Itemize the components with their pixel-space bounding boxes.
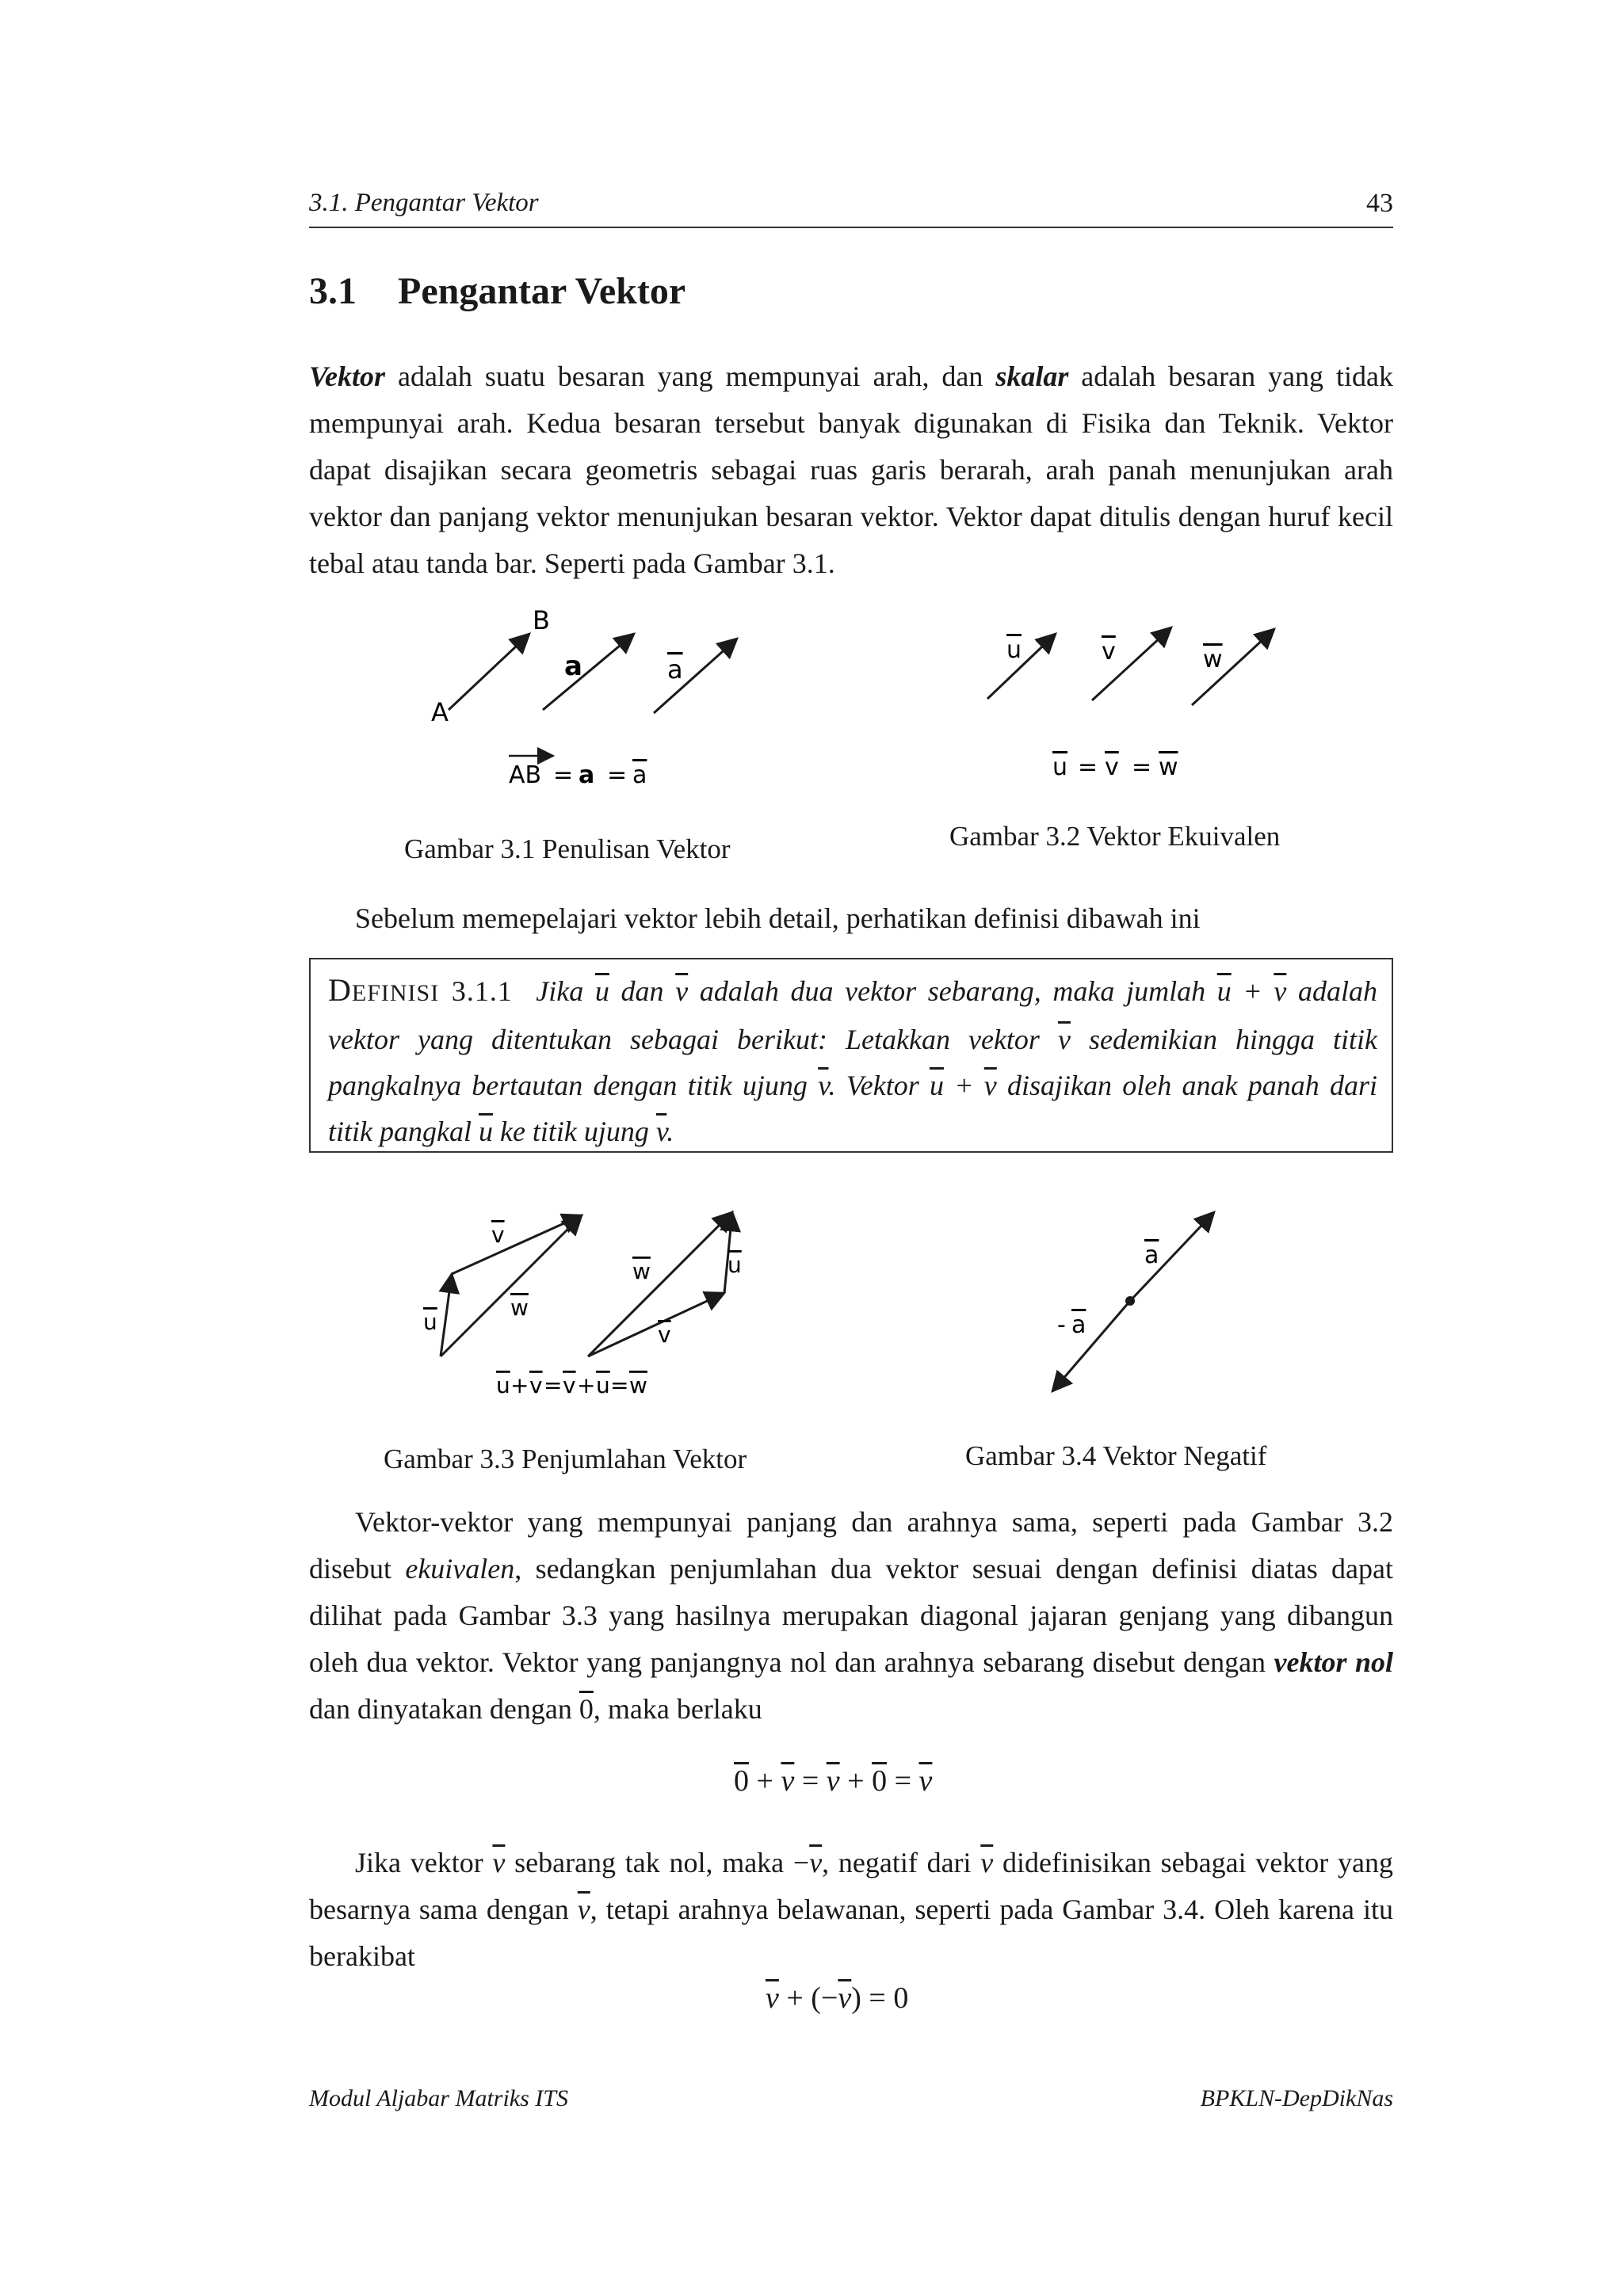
eq-eq1: = xyxy=(544,1372,563,1398)
caption-figure-3-2: Gambar 3.2 Vektor Ekuivalen xyxy=(949,821,1281,852)
equation-negative xyxy=(766,1981,908,2016)
def-text: + xyxy=(1231,975,1274,1007)
label-u: u xyxy=(1006,636,1022,664)
def-v: $\overline{v}$ xyxy=(983,1070,997,1101)
eq2-op: + (− xyxy=(778,1981,838,2015)
eq1-op: = xyxy=(887,1764,919,1798)
term-vektor: Vektor xyxy=(309,360,386,392)
term-vektor-nol: vektor nol xyxy=(1274,1646,1393,1678)
def-v: $\overline{v}$ xyxy=(1274,975,1287,1007)
figure-3-3-svg xyxy=(412,1196,761,1410)
t2-label-w: w xyxy=(632,1258,651,1284)
caption-figure-3-4: Gambar 3.4 Vektor Negatif xyxy=(965,1440,1267,1471)
label-B: B xyxy=(533,605,550,635)
eq1-op: = xyxy=(794,1764,827,1798)
eq1-v: $\overline{v}$ xyxy=(918,1764,933,1798)
definition-number: 3.1.1 xyxy=(451,975,513,1007)
eq-equals-1: = xyxy=(1078,753,1098,781)
label-v: v xyxy=(1102,638,1116,666)
def-u: $\overline{u}$ xyxy=(929,1070,944,1101)
definition-heading-initial: D xyxy=(328,972,352,1008)
para3-v: $\overline{v}$ xyxy=(577,1894,590,1925)
def-v: $\overline{v}$ xyxy=(1057,1024,1071,1055)
def-text: . xyxy=(666,1116,674,1147)
label-a: a xyxy=(1144,1241,1159,1269)
term-ekuivalen: ekuivalen xyxy=(405,1553,515,1585)
def-text: ke titik ujung xyxy=(492,1116,656,1147)
eq2-v: $\overline{v}$ xyxy=(766,1981,779,2015)
eq1-zero: 0 xyxy=(872,1764,888,1798)
eq-bold-a: a xyxy=(579,761,595,789)
label-A: A xyxy=(431,697,449,727)
def-u: $\overline{u}$ xyxy=(1216,975,1232,1007)
caption-figure-3-1: Gambar 3.1 Penulisan Vektor xyxy=(404,833,731,864)
def-v: $\overline{v}$ xyxy=(675,975,689,1007)
paragraph-equivalent xyxy=(309,1499,1393,1733)
vector-bar-a-arrow xyxy=(654,639,737,713)
label-neg-minus: - xyxy=(1057,1311,1066,1339)
def-v: $\overline{v}$ xyxy=(818,1070,829,1101)
eq-equals-2: = xyxy=(1132,753,1152,781)
figure-3-2 xyxy=(975,610,1292,784)
eq-w: w xyxy=(1159,753,1178,781)
eq1-zero: 0 xyxy=(734,1764,749,1798)
running-title: 3.1. Pengantar Vektor xyxy=(309,189,539,217)
paragraph-negative xyxy=(309,1840,1393,1980)
eq2-op: ) = 0 xyxy=(851,1981,909,2015)
eq1-op: + xyxy=(749,1764,781,1798)
eq-bar-a: a xyxy=(632,761,647,789)
eq-u2: u xyxy=(596,1372,610,1398)
label-w: w xyxy=(1203,646,1223,673)
eq-eq2: = xyxy=(610,1372,629,1398)
def-text: adalah dua vektor sebarang, maka jumlah xyxy=(688,975,1217,1007)
label-bold-a: a xyxy=(564,650,582,682)
def-text: adalah vektor yang ditentukan sebagai berikut: Letakkan vektor xyxy=(328,975,1378,1055)
para3-text: sebarang tak nol, maka − xyxy=(505,1847,810,1878)
eq-w: w xyxy=(629,1372,647,1398)
equation-zero-vector xyxy=(734,1764,932,1798)
figure-3-1 xyxy=(412,602,769,800)
para3-v: $\overline{v}$ xyxy=(980,1847,994,1878)
section-title-text: Pengantar Vektor xyxy=(398,270,686,312)
figure-3-4 xyxy=(1030,1196,1252,1410)
caption-figure-3-3: Gambar 3.3 Penjumlahan Vektor xyxy=(384,1444,747,1474)
def-text: sedemikian hingga titik pangkalnya bertautan dengan titik ujung xyxy=(328,1024,1378,1101)
eq1-v: $\overline{v}$ xyxy=(781,1764,795,1798)
para3-text: , negatif dari xyxy=(822,1847,981,1878)
eq2-v: $\overline{v}$ xyxy=(838,1981,852,2015)
running-header xyxy=(309,189,1393,228)
vector-bold-a-arrow xyxy=(543,634,634,710)
vector-a-arrow xyxy=(1130,1212,1214,1301)
figure-3-2-svg xyxy=(975,610,1292,784)
origin-dot xyxy=(1125,1296,1135,1306)
para2-text: dan dinyatakan dengan xyxy=(309,1693,579,1725)
term-skalar: skalar xyxy=(995,360,1069,392)
section-title xyxy=(309,269,685,313)
definition-heading-rest: EFINISI xyxy=(351,980,440,1006)
def-u: $\overline{u}$ xyxy=(478,1116,493,1147)
def-v: $\overline{v}$ xyxy=(655,1116,667,1147)
intro-text-a: adalah suatu besaran yang mempunyai arah, dan xyxy=(385,360,996,392)
vector-AB-arrow xyxy=(449,634,529,710)
t1-label-w: w xyxy=(510,1295,529,1321)
figure-3-1-svg xyxy=(412,602,769,800)
footer-right: BPKLN-DepDikNas xyxy=(1200,2085,1393,2111)
eq-plus2: + xyxy=(577,1372,596,1398)
def-text: . Vektor xyxy=(828,1070,930,1101)
def-text: Jika xyxy=(536,975,595,1007)
eq1-v: $\overline{v}$ xyxy=(826,1764,840,1798)
t1-v-arrow xyxy=(452,1215,582,1274)
def-text: disajikan oleh anak panah dari titik pangkal xyxy=(328,1070,1378,1147)
para3-text: Jika vektor xyxy=(355,1847,493,1878)
def-u: $\overline{u}$ xyxy=(594,975,609,1007)
t1-w-arrow xyxy=(441,1215,582,1356)
eq-u1: u xyxy=(496,1372,510,1398)
t1-label-v: v xyxy=(491,1222,505,1248)
label-bar-a: a xyxy=(667,654,683,685)
eq-equals-1: = xyxy=(553,761,574,789)
eq-plus1: + xyxy=(510,1372,529,1398)
para2-text: , sedangkan penjumlahan dua vektor sesuai dengan definisi diatas dapat dilihat pada Gambar 3.3 yang hasilnya merupakan diagonal jajaran genjang yang dibangun oleh dua vektor. Vektor yang panjangnya nol dan arahnya sebarang disebut dengan xyxy=(309,1553,1393,1678)
t2-label-v: v xyxy=(658,1322,671,1348)
eq-equals-2: = xyxy=(607,761,628,789)
para3-v: $\overline{v}$ xyxy=(809,1847,823,1878)
eq-v2: v xyxy=(563,1372,576,1398)
footer-left: Modul Aljabar Matriks ITS xyxy=(309,2085,568,2111)
eq-v: v xyxy=(1105,753,1119,781)
t1-u-arrow xyxy=(441,1274,452,1356)
definition-box xyxy=(309,958,1393,1153)
eq-v1: v xyxy=(529,1372,543,1398)
eq1-op: + xyxy=(839,1764,873,1798)
t2-label-u: u xyxy=(727,1252,742,1278)
para3-text: , tetapi arahnya belawanan, seperti pada Gambar 3.4. Oleh karena itu berakibat xyxy=(309,1894,1393,1972)
para2-text: Vektor-vektor yang mempunyai panjang dan arahnya sama, seperti pada Gambar 3.2 disebut xyxy=(309,1506,1393,1585)
zero-vector: 0 xyxy=(579,1693,594,1725)
def-text: + xyxy=(943,1070,984,1101)
label-neg-a: a xyxy=(1071,1311,1086,1339)
para3-v: $\overline{v}$ xyxy=(492,1847,506,1878)
t2-v-arrow xyxy=(588,1293,724,1356)
section-number: 3.1 xyxy=(309,270,357,312)
eq-u: u xyxy=(1052,753,1068,781)
def-text: dan xyxy=(609,975,676,1007)
figure-3-4-svg xyxy=(1030,1196,1252,1410)
intro-text-b: adalah besaran yang tidak mempunyai arah. Kedua besaran tersebut banyak digunakan di Fisika dan Teknik. Vektor dapat disajikan secara geometris sebagai ruas garis berarah, arah panah menunjukan arah vektor dan panjang vektor menunjukan besaran vektor. Vektor dapat ditulis dengan huruf kecil tebal atau tanda bar. Seperti pada Gambar 3.1. xyxy=(309,360,1393,579)
para3-text: didefinisikan sebagai vektor yang besarnya sama dengan xyxy=(309,1847,1393,1925)
page-number: 43 xyxy=(1366,189,1393,218)
para2-text: , maka berlaku xyxy=(593,1693,762,1725)
figure-3-3 xyxy=(412,1196,761,1410)
eq-AB: AB xyxy=(509,761,542,789)
t1-label-u: u xyxy=(423,1309,437,1335)
definition-heading xyxy=(328,972,513,1008)
lead-sentence: Sebelum memepelajari vektor lebih detail, perhatikan definisi dibawah ini xyxy=(355,902,1201,934)
intro-paragraph xyxy=(309,353,1393,587)
